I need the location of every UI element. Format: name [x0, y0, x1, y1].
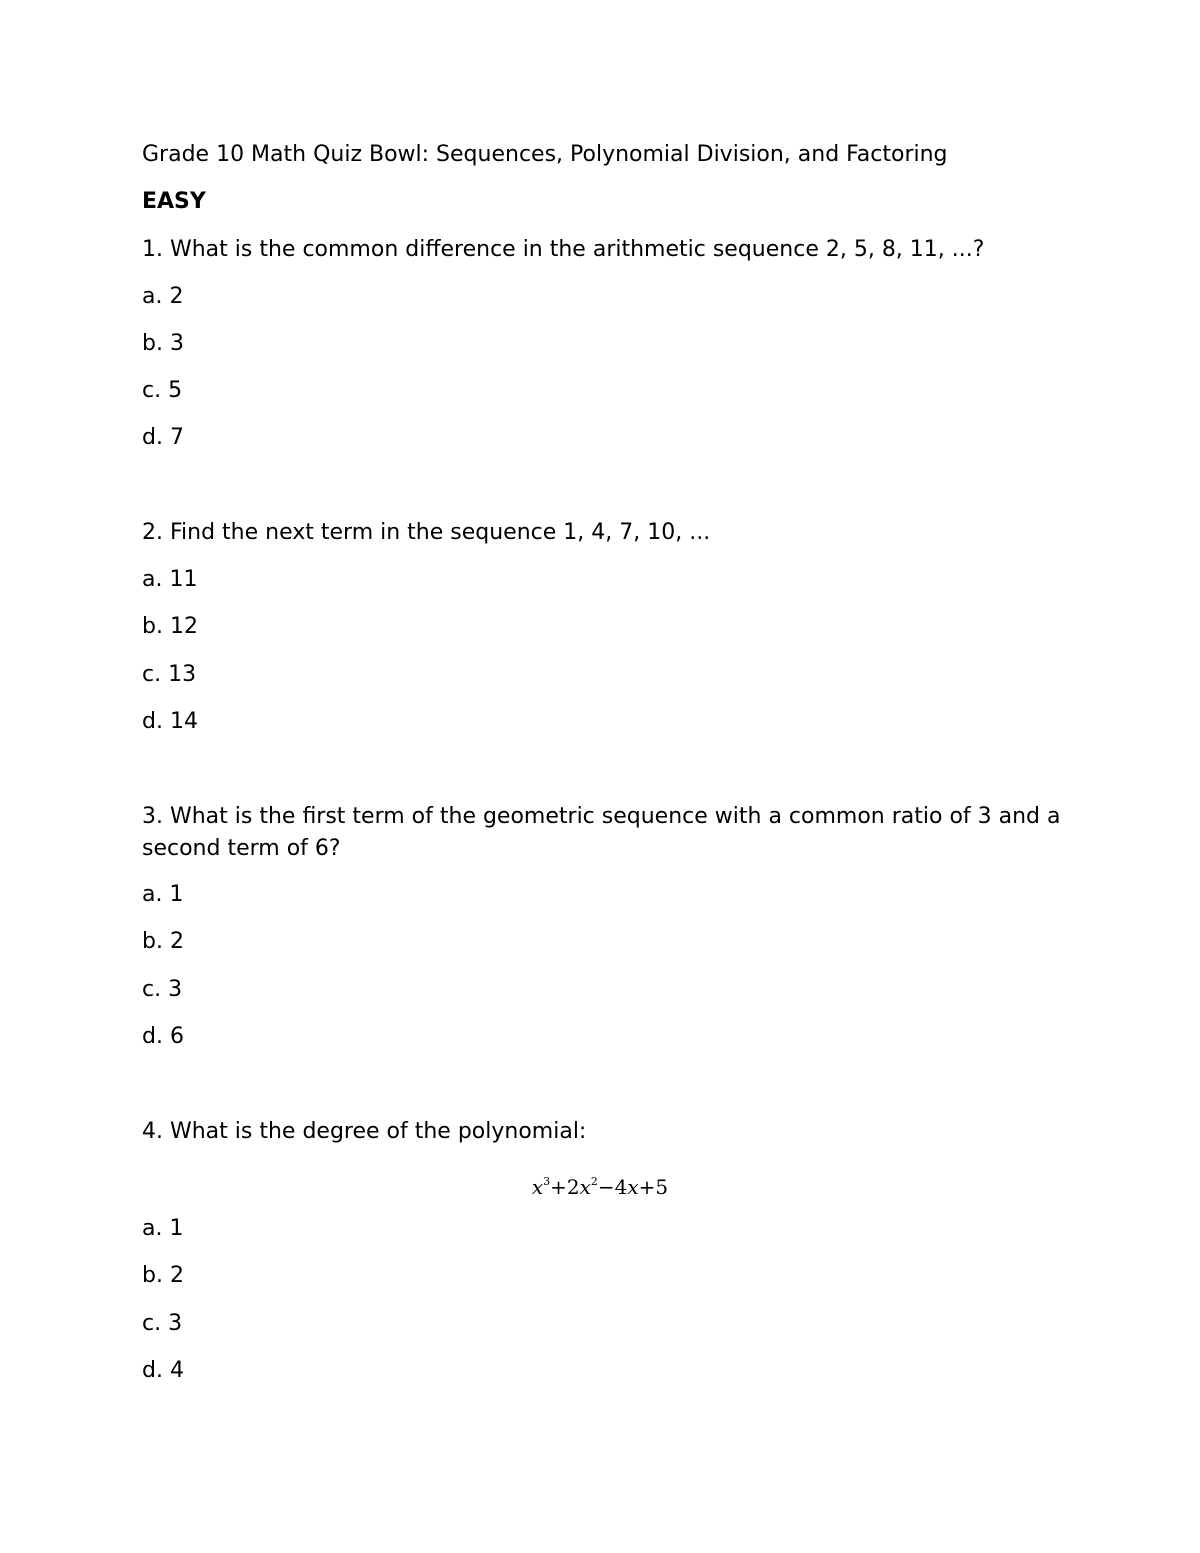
question-1-choice-a: a. 2 — [142, 284, 184, 309]
question-1-choice-c: c. 5 — [142, 378, 183, 403]
question-4-choice-c: c. 3 — [142, 1311, 183, 1336]
equation-exponent-2: 2 — [590, 1175, 598, 1188]
equation-exponent-3: 3 — [543, 1175, 551, 1188]
question-2-choice-b: b. 12 — [142, 614, 198, 639]
question-1-text: 1. What is the common difference in the arithmetic sequence 2, 5, 8, 11, ...? — [142, 237, 985, 262]
question-3-text: 3. What is the first term of the geometric sequence with a common ratio of 3 and a second term of 6? — [142, 804, 1061, 861]
section-heading: EASY — [142, 189, 206, 214]
question-4-choice-b: b. 2 — [142, 1263, 184, 1288]
question-3-choice-c: c. 3 — [142, 977, 183, 1002]
equation-minus-4: −4 — [597, 1175, 628, 1199]
equation-plus-5: +5 — [638, 1175, 669, 1199]
question-3-choice-b: b. 2 — [142, 929, 184, 954]
question-2-text: 2. Find the next term in the sequence 1, 4, 7, 10, ... — [142, 520, 711, 545]
question-4-choice-d: d. 4 — [142, 1358, 184, 1383]
question-3-choice-d: d. 6 — [142, 1024, 184, 1049]
document-title: Grade 10 Math Quiz Bowl: Sequences, Polynomial Division, and Factoring — [142, 142, 948, 167]
question-4-text: 4. What is the degree of the polynomial: — [142, 1119, 587, 1144]
polynomial-equation — [0, 1167, 1200, 1202]
equation-var: x — [627, 1175, 639, 1199]
question-2-choice-a: a. 11 — [142, 567, 198, 592]
question-1-choice-b: b. 3 — [142, 331, 184, 356]
equation-var: x — [579, 1175, 591, 1199]
question-1-choice-d: d. 7 — [142, 425, 184, 450]
equation-var: x — [531, 1175, 544, 1199]
question-2-choice-c: c. 13 — [142, 662, 197, 687]
question-3-choice-a: a. 1 — [142, 882, 184, 907]
question-4-choice-a: a. 1 — [142, 1216, 184, 1241]
question-2-choice-d: d. 14 — [142, 709, 198, 734]
equation-plus-2: +2 — [550, 1175, 580, 1199]
